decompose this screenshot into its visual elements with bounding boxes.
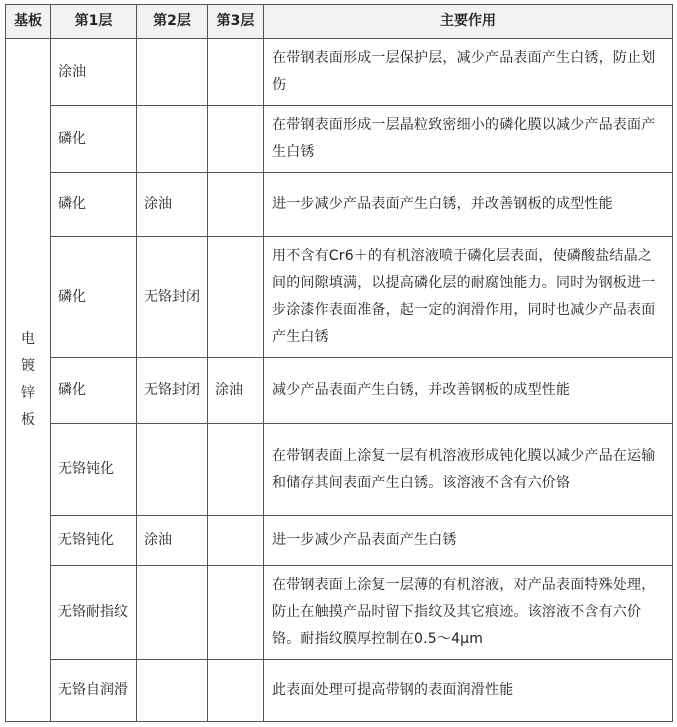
- function-cell: 在带钢表面形成一层晶粒致密细小的磷化膜以减少产品表面产生白锈: [264, 106, 673, 173]
- function-cell: 用不含有Cr6＋的有机溶液喷于磷化层表面，使磷酸盐结晶之间的间隙填满，以提高磷化层的耐腐蚀能力。同时为钢板进一步涂漆作表面准备，起一定的润滑作用，同时也减少产品表面产生白锈: [264, 237, 673, 358]
- table-row: [6, 173, 673, 237]
- base-value: 电镀锌板: [21, 331, 35, 428]
- function-cell: 进一步减少产品表面产生白锈: [264, 516, 673, 566]
- header-row: [6, 5, 673, 39]
- table-row: [6, 106, 673, 173]
- table-row: [6, 424, 673, 516]
- layer1-cell: 无铬钝化: [51, 516, 137, 566]
- table-row: [6, 660, 673, 722]
- layer2-cell: [137, 106, 208, 173]
- header-base: 基板: [6, 5, 51, 39]
- layer3-cell: [208, 39, 264, 106]
- layer1-cell: 无铬自润滑: [51, 660, 137, 722]
- function-cell: 在带钢表面上涂复一层薄的有机溶液，对产品表面特殊处理，防止在触摸产品时留下指纹及其它痕迹。该溶液不含有六价铬。耐指纹膜厚控制在0.5～4μm: [264, 566, 673, 660]
- base-cell: [6, 39, 51, 722]
- layer2-cell: 无铬封闭: [137, 358, 208, 424]
- table-row: [6, 237, 673, 358]
- header-function: 主要作用: [264, 5, 673, 39]
- table-row: [6, 358, 673, 424]
- function-cell: 减少产品表面产生白锈，并改善钢板的成型性能: [264, 358, 673, 424]
- layer2-cell: [137, 566, 208, 660]
- function-cell: 在带钢表面形成一层保护层，减少产品表面产生白锈，防止划伤: [264, 39, 673, 106]
- layer2-cell: 涂油: [137, 173, 208, 237]
- layer1-cell: 无铬钝化: [51, 424, 137, 516]
- layer3-cell: [208, 237, 264, 358]
- layer1-cell: 磷化: [51, 358, 137, 424]
- function-cell: 此表面处理可提高带钢的表面润滑性能: [264, 660, 673, 722]
- header-layer2: 第2层: [137, 5, 208, 39]
- header-layer1: 第1层: [51, 5, 137, 39]
- layer1-cell: 磷化: [51, 237, 137, 358]
- table-row: [6, 39, 673, 106]
- surface-treatment-table: [5, 4, 673, 722]
- layer3-cell: [208, 173, 264, 237]
- layer1-cell: 涂油: [51, 39, 137, 106]
- function-cell: 进一步减少产品表面产生白锈，并改善钢板的成型性能: [264, 173, 673, 237]
- layer2-cell: [137, 424, 208, 516]
- layer3-cell: [208, 424, 264, 516]
- table-row: [6, 566, 673, 660]
- header-layer3: 第3层: [208, 5, 264, 39]
- table-row: [6, 516, 673, 566]
- function-cell: 在带钢表面上涂复一层有机溶液形成钝化膜以减少产品在运输和储存其间表面产生白锈。该溶液不含有六价铬: [264, 424, 673, 516]
- layer3-cell: [208, 516, 264, 566]
- layer1-cell: 磷化: [51, 106, 137, 173]
- layer1-cell: 无铬耐指纹: [51, 566, 137, 660]
- layer3-cell: [208, 566, 264, 660]
- layer3-cell: [208, 660, 264, 722]
- layer2-cell: 涂油: [137, 516, 208, 566]
- layer2-cell: [137, 39, 208, 106]
- layer2-cell: 无铬封闭: [137, 237, 208, 358]
- layer3-cell: 涂油: [208, 358, 264, 424]
- layer3-cell: [208, 106, 264, 173]
- layer1-cell: 磷化: [51, 173, 137, 237]
- layer2-cell: [137, 660, 208, 722]
